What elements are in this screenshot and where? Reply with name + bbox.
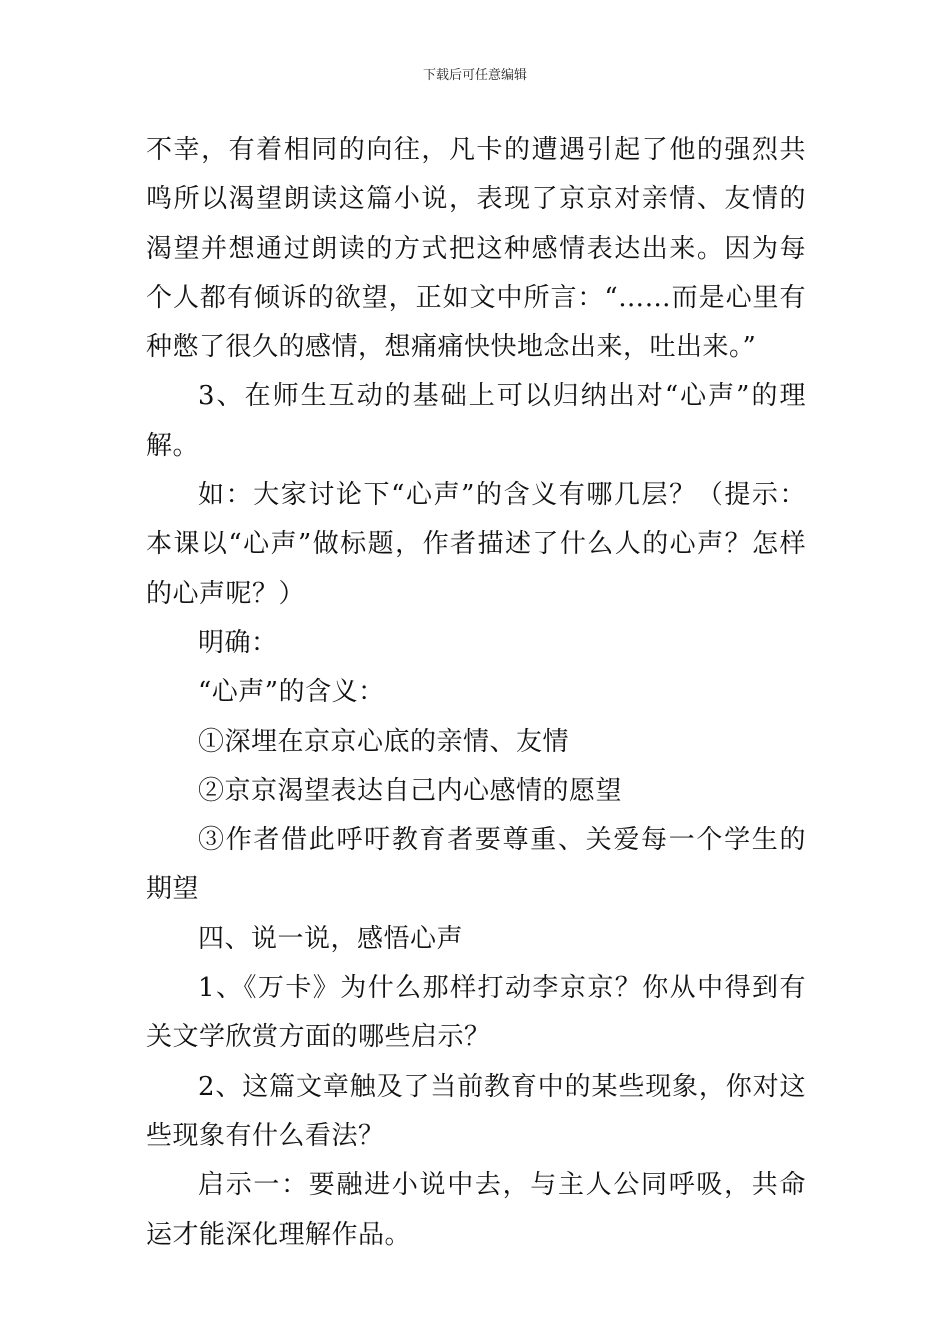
page-header: 下载后可任意编辑 <box>422 68 527 83</box>
question-2: 2、这篇文章触及了当前教育中的某些现象，你对这些现象有什么看法？ <box>146 1071 806 1151</box>
insight-1: 启示一：要融进小说中去，与主人公同呼吸，共命运才能深化理解作品。 <box>146 1170 806 1250</box>
paragraph-clarify: 明确： <box>198 627 278 658</box>
section-heading-4: 四、说一说，感悟心声 <box>198 923 464 954</box>
paragraph-meaning-heading: “心声”的含义： <box>198 677 385 708</box>
list-item-meaning-1: ①深埋在京京心底的亲情、友情 <box>198 726 570 757</box>
list-item-meaning-2: ②京京渴望表达自己内心感情的愿望 <box>198 775 623 806</box>
document-body <box>146 126 806 1260</box>
paragraph-discussion: 如：大家讨论下“心声”的含义有哪几层？（提示：本课以“心声”做标题，作者描述了什么人的心声？怎样的心声呢？） <box>146 480 806 609</box>
paragraph-continuation: 不幸，有着相同的向往，凡卡的遭遇引起了他的强烈共鸣所以渴望朗读这篇小说，表现了京京对亲情、友情的渴望并想通过朗读的方式把这种感情表达出来。因为每个人都有倾诉的欲望，正如文中所言：“……而是心里有种憋了很久的感情，想痛痛快快地念出来，吐出来。” <box>146 135 806 363</box>
question-1: 1、《万卡》为什么那样打动李京京？你从中得到有关文学欣赏方面的哪些启示？ <box>146 973 806 1053</box>
list-item-meaning-3: ③作者借此呼吁教育者要尊重、关爱每一个学生的期望 <box>146 825 806 905</box>
paragraph-point-3: 3、在师生互动的基础上可以归纳出对“心声”的理解。 <box>146 381 806 461</box>
